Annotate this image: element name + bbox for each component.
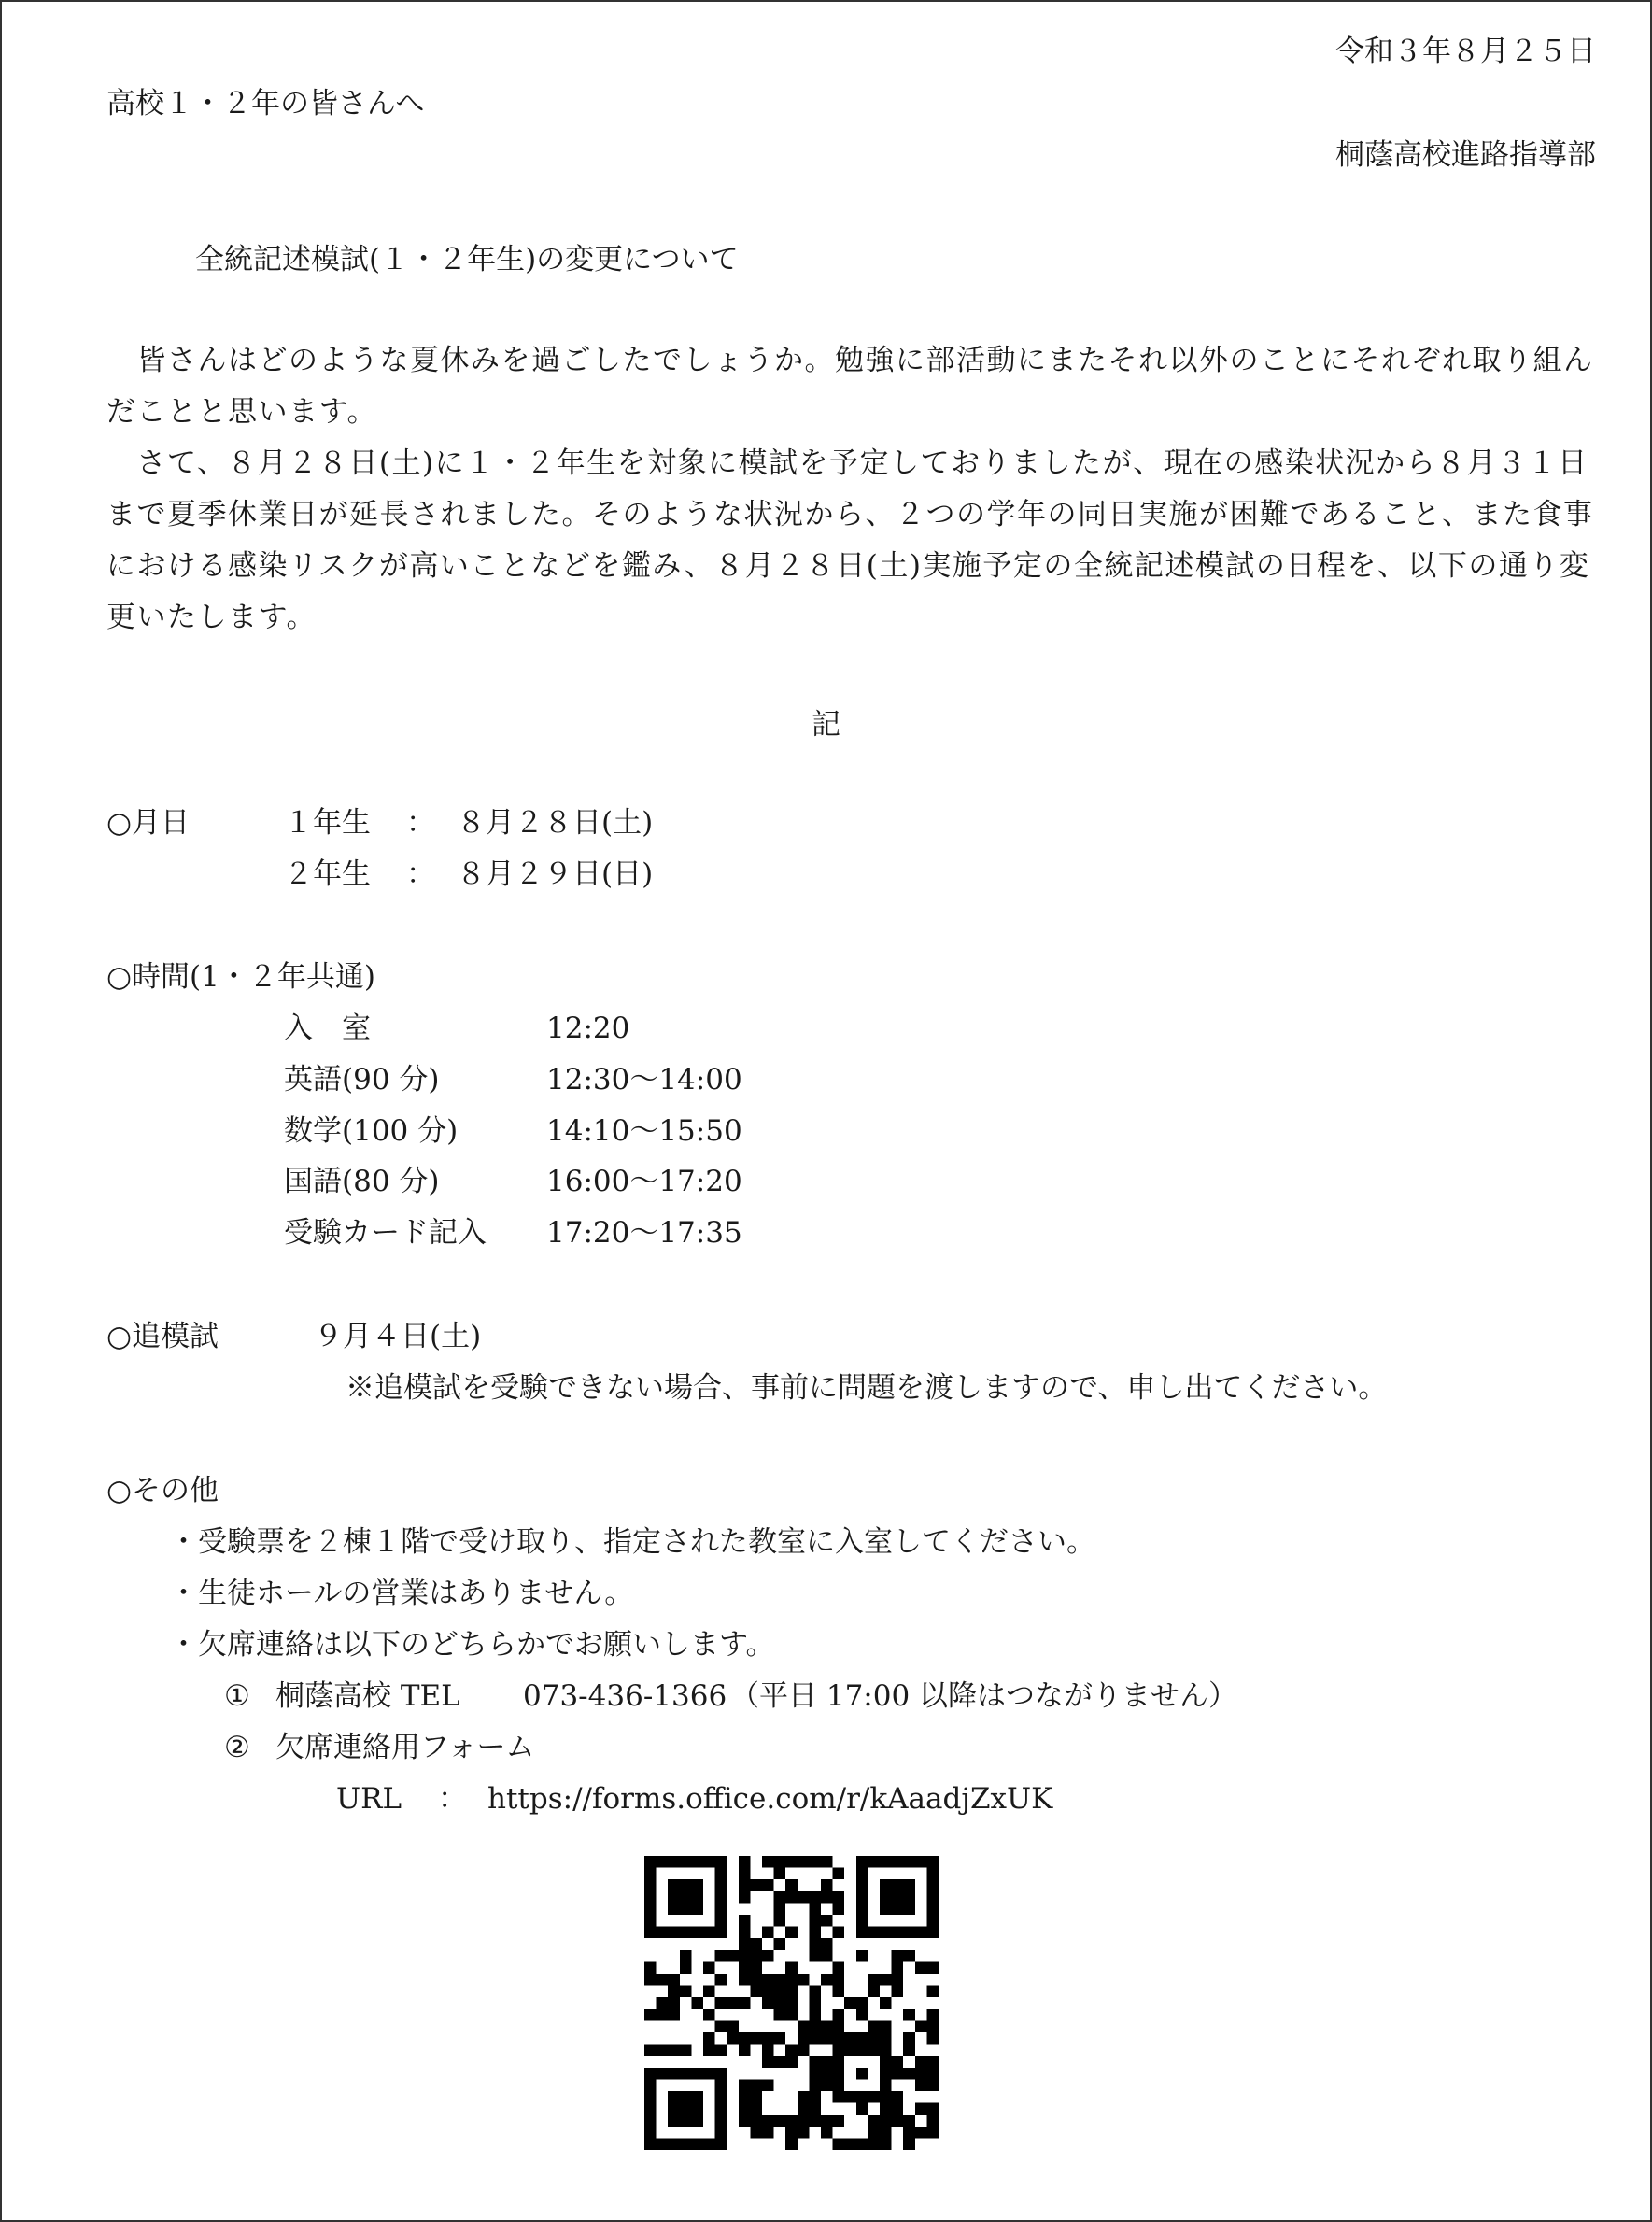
qr-module [762,2079,774,2091]
schedule-label: 数学(100 分) [284,1114,459,1148]
qr-module [680,1950,692,1962]
qr-code-graphic [644,1856,939,2150]
body-paragraph-2: さて、８月２８日(土)に１・２年生を対象に模試を予定しておりましたが、現在の感染状況から８月３１日まで夏季休業日が延長されました。そのような状況から、２つの学年の同日実施が困難であること、また食事における感染リスクが高いことなどを鑑み、８月２８日(土)実施予定の全統記述模試の日程を、以下の通り変更いたします。 [106,446,1594,634]
qr-module [926,2079,939,2091]
qr-module [833,1927,845,1939]
qr-module [821,2020,833,2032]
qr-module [809,2103,821,2116]
qr-module [809,2056,821,2068]
qr-module [809,1986,821,1998]
qr-module [762,2045,774,2057]
qr-module [668,1997,680,2009]
qr-module [809,1891,821,1904]
qr-module [750,1961,762,1974]
qr-module [915,2020,927,2032]
qr-module [774,1903,786,1915]
qr-module [750,1950,762,1962]
qr-module [785,2045,798,2057]
qr-module [774,1856,786,1868]
qr-module [715,2045,727,2057]
qr-module [809,1903,821,1915]
qr-module [774,2032,786,2045]
url-label: URL [336,1782,402,1816]
qr-module [821,1950,833,1962]
qr-module [880,2138,892,2150]
qr-module [785,1891,798,1904]
qr-module [880,2115,892,2127]
qr-module [785,1974,798,1986]
qr-module [762,2127,774,2139]
qr-module [750,2127,762,2139]
qr-module [703,2045,715,2057]
makeup-date: ９月４日(土) [314,1320,482,1353]
qr-module [774,1997,786,2009]
qr-module [762,1986,774,1998]
qr-module [762,1950,774,1962]
qr-module [762,1974,774,1986]
qr-module [821,2056,833,2068]
other-bullet: ・欠席連絡は以下のどちらかでお願いします。 [169,1628,775,1662]
qr-module [657,1997,669,2009]
qr-module [668,2009,680,2021]
qr-module [903,2009,915,2021]
qr-module [809,2115,821,2127]
qr-module [903,2045,915,2057]
date-row-date: ８月２９日(日) [457,857,654,891]
qr-module [785,1927,798,1939]
qr-module [715,1997,727,2009]
qr-module [739,1961,751,1974]
qr-module [821,1891,833,1904]
qr-module [915,1961,927,1974]
qr-module [903,2138,915,2150]
qr-module [739,2045,751,2057]
qr-module [739,1938,751,1950]
qr-module [798,1974,810,1986]
qr-module [892,2091,904,2103]
qr-module [821,2068,833,2080]
qr-module [703,1961,715,1974]
qr-module [657,2009,669,2021]
qr-module [668,1986,680,1998]
qr-module [774,1891,786,1904]
qr-module [762,2056,774,2068]
qr-module [821,1974,833,1986]
qr-module [739,1974,751,1986]
qr-module [750,1986,762,1998]
date-row-sep: ： [406,857,435,891]
qr-module [844,2032,856,2045]
qr-module [880,2020,892,2032]
qr-module [892,1961,904,1974]
schedule-time: 14:10～15:50 [546,1114,742,1148]
qr-module [915,2079,927,2091]
qr-module [903,2032,915,2045]
qr-module [680,1986,692,1998]
qr-module [926,2068,939,2080]
qr-module [809,1950,821,1962]
qr-module [868,2020,880,2032]
qr-module [739,1997,751,2009]
qr-module [785,2127,798,2139]
body-paragraph-1: 皆さんはどのような夏休みを過ごしたでしょうか。勉強に部活動にまたそれ以外のことにそれぞれ取り組んだことと思います。 [106,344,1594,429]
qr-module [903,2115,915,2127]
qr-module [868,1974,880,1986]
qr-module [762,2032,774,2045]
qr-module [774,2056,786,2068]
schedule-time: 12:30～14:00 [546,1063,742,1097]
document-date: 令和３年８月２５日 [1335,35,1596,68]
option1-name: 桐蔭高校 TEL [275,1679,460,1713]
qr-module [926,2103,939,2116]
qr-module [844,1997,856,2009]
qr-module [762,2115,774,2127]
qr-module [762,1997,774,2009]
qr-module [856,2138,868,2150]
qr-module [644,2009,657,2021]
qr-module [833,2020,845,2032]
qr-module [739,1879,751,1891]
schedule-time: 12:20 [546,1012,630,1045]
qr-module [739,2115,751,2127]
qr-module [880,1997,892,2009]
qr-module [785,1961,798,1974]
qr-module [657,1974,669,1986]
qr-module [762,1927,774,1939]
qr-module [868,1986,880,1998]
qr-module [750,1938,762,1950]
option2-name: 欠席連絡用フォーム [275,1731,535,1764]
qr-module [926,2056,939,2068]
qr-module [880,1974,892,1986]
qr-module [809,1938,821,1950]
schedule-time: 16:00～17:20 [546,1165,742,1198]
qr-module [903,2127,915,2139]
qr-module [715,2020,727,2032]
qr-module [739,1891,751,1904]
qr-module [821,2032,833,2045]
qr-module [680,2045,692,2057]
qr-module [821,1915,833,1927]
qr-module [727,2032,739,2045]
qr-module [892,2103,904,2116]
qr-module [785,1856,798,1868]
qr-module [926,2009,939,2021]
other-bullet: ・受験票を２棟１階で受け取り、指定された教室に入室してください。 [169,1525,1095,1559]
qr-module [785,2009,798,2021]
qr-module [833,1974,845,1986]
qr-module [750,2103,762,2116]
qr-module [703,2009,715,2021]
makeup-note: ※追模試を受験できない場合、事前に問題を渡しますので、申し出てください。 [346,1371,1388,1405]
dates-heading: ○月日 [106,806,191,840]
schedule-time: 17:20～17:35 [546,1216,742,1250]
qr-module [821,2079,833,2091]
qr-module [774,2009,786,2021]
document-title: 全統記述模試(１・２年生)の変更について [195,243,739,276]
qr-module [915,2068,927,2080]
qr-module [798,2020,810,2032]
option1-note: （平日 17:00 以降はつながりません） [730,1679,1238,1713]
qr-module [739,1950,751,1962]
qr-module [798,2045,810,2057]
qr-module [833,1903,845,1915]
date-row-sep: ： [406,806,435,840]
qr-module [926,2032,939,2045]
qr-module [856,1950,868,1962]
qr-module [785,1986,798,1998]
qr-module [833,2032,845,2045]
date-row-date: ８月２８日(土) [457,806,654,840]
qr-module [833,1961,845,1974]
qr-module [798,1856,810,1868]
qr-module [750,2079,762,2091]
qr-module [739,2032,751,2045]
qr-module [774,1974,786,1986]
schedule-label: 英語(90 分) [284,1063,440,1097]
qr-module [739,2079,751,2091]
qr-module [821,1856,833,1868]
qr-module [833,1986,845,1998]
qr-module [703,1986,715,1998]
url-separator: ： [438,1782,467,1816]
qr-module [657,2045,669,2057]
qr-module [644,1974,657,1986]
qr-module [868,2032,880,2045]
addressee: 高校１・２年の皆さんへ [106,87,425,120]
qr-module [903,1950,915,1962]
qr-module [892,1986,904,1998]
qr-module [785,2056,798,2068]
schedule-label: 入 室 [284,1012,371,1045]
qr-module [739,2103,751,2116]
qr-module [926,2020,939,2032]
qr-module [798,1891,810,1904]
qr-module [892,2068,904,2080]
date-row-grade: ２年生 [284,857,371,891]
date-row-grade: １年生 [284,806,371,840]
qr-module [774,1986,786,1998]
form-url-link[interactable]: https://forms.office.com/r/kAaadjZxUK [487,1782,1053,1816]
qr-module [915,2056,927,2068]
qr-module [739,1856,751,1868]
qr-module [809,1856,821,1868]
qr-module [798,2127,810,2139]
qr-module [750,2091,762,2103]
qr-module [880,2127,892,2139]
qr-module [856,1997,868,2009]
schedule-heading: ○時間(1・２年共通) [106,960,375,994]
qr-module [868,2138,880,2150]
qr-module [774,1938,786,1950]
qr-module [821,1938,833,1950]
qr-module [868,2127,880,2139]
other-heading: ○その他 [106,1474,219,1507]
qr-module [762,1856,774,1868]
qr-module [809,2032,821,2045]
qr-module [739,1915,751,1927]
qr-module [715,1950,727,1962]
sender: 桐蔭高校進路指導部 [1335,138,1596,172]
schedule-label: 国語(80 分) [284,1165,440,1198]
qr-module [727,1997,739,2009]
qr-module [833,2009,845,2021]
ki-marker: 記 [812,708,840,742]
qr-module [809,2079,821,2091]
qr-module [915,2103,927,2116]
qr-module [727,2020,739,2032]
qr-module [892,1950,904,1962]
qr-module [880,2103,892,2116]
qr-module [739,1868,751,1880]
qr-module [785,2115,798,2127]
qr-module [680,1961,692,1974]
qr-module [798,2091,810,2103]
qr-module [821,2127,833,2139]
qr-module [739,1927,751,1939]
qr-module [915,2127,927,2139]
qr-module [856,2032,868,2045]
qr-module [926,2127,939,2139]
qr-module [644,2045,657,2057]
qr-code-icon[interactable] [644,1856,939,2150]
qr-module [926,2115,939,2127]
qr-module [892,2056,904,2068]
option2-number: ② [224,1731,250,1764]
qr-module [644,1961,657,1974]
makeup-heading: ○追模試 [106,1320,219,1353]
qr-module [833,2138,845,2150]
qr-module [785,1879,798,1891]
qr-module [809,2068,821,2080]
qr-module [809,2020,821,2032]
qr-module [715,1974,727,1986]
qr-module [926,1986,939,1998]
qr-module [750,1879,762,1891]
qr-module [703,2032,715,2045]
option1-number: ① [224,1679,250,1713]
qr-module [892,2115,904,2127]
qr-module [750,2115,762,2127]
qr-module [809,1915,821,1927]
qr-module [691,1997,703,2009]
qr-module [892,1974,904,1986]
qr-module [844,2138,856,2150]
qr-module [785,2138,798,2150]
qr-module [926,1961,939,1974]
qr-module [821,1879,833,1891]
qr-module [750,2032,762,2045]
qr-module [833,2115,845,2127]
qr-module [809,2009,821,2021]
qr-module [739,2091,751,2103]
option1-phone[interactable]: 073-436-1366 [523,1679,727,1713]
other-bullet: ・生徒ホールの営業はありません。 [169,1577,634,1610]
qr-module [727,1950,739,1962]
qr-module [785,1997,798,2009]
qr-module [798,2103,810,2116]
qr-module [856,2103,868,2116]
qr-module [903,2068,915,2080]
qr-module [809,1927,821,1939]
qr-module [809,1997,821,2009]
qr-module [821,2115,833,2127]
qr-module [880,2032,892,2045]
qr-module [774,1915,786,1927]
qr-module [809,2091,821,2103]
qr-module [798,2032,810,2045]
schedule-label: 受験カード記入 [284,1216,487,1250]
qr-module [833,1891,845,1904]
qr-module [668,2045,680,2057]
qr-module [774,2115,786,2127]
qr-module [856,2009,868,2021]
qr-module [774,1868,786,1880]
qr-module [750,1974,762,1986]
qr-module [833,1868,845,1880]
qr-module [798,2115,810,2127]
qr-module [868,2115,880,2127]
qr-module [668,1974,680,1986]
qr-module [762,1879,774,1891]
